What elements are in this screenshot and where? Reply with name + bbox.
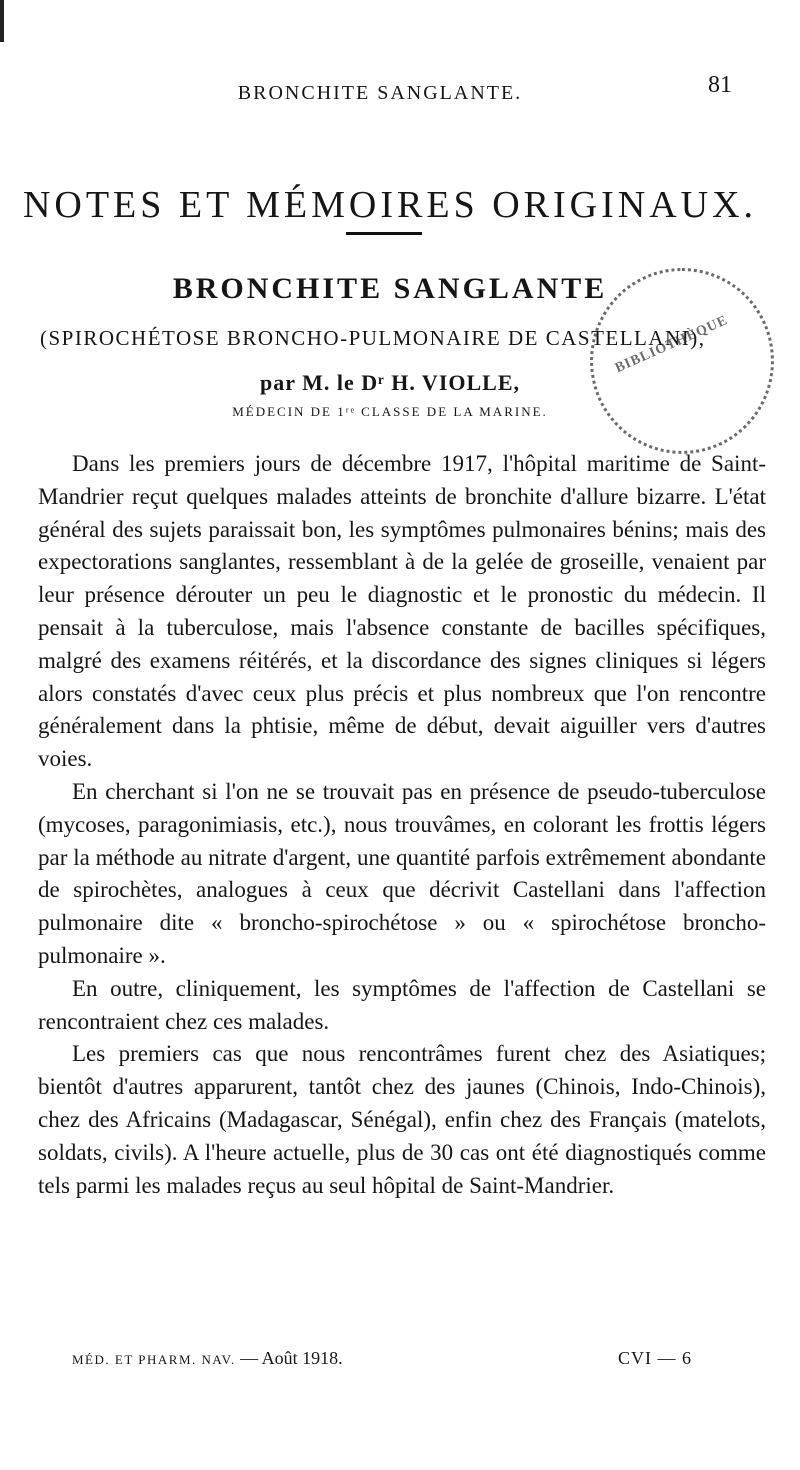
article-title: BRONCHITE SANGLANTE [172, 272, 608, 305]
author-role: MÉDECIN DE 1ʳᵉ CLASSE DE LA MARINE. [232, 404, 548, 419]
page-footer [72, 1348, 692, 1369]
section-title: NOTES ET MÉMOIRES ORIGINAUX. [22, 184, 758, 227]
paragraph-3: En outre, cliniquement, les symptômes de l'affection de Castellani se rencontraient chez ces malades. [38, 975, 766, 1034]
footer-dash: — [240, 1348, 259, 1368]
page-edge-mark [0, 0, 4, 42]
article-subtitle: (SPIROCHÉTOSE BRONCHO-PULMONAIRE DE CASTELLANI), [40, 326, 706, 350]
title-rule [346, 232, 422, 235]
article-body [38, 448, 766, 1202]
footer-date: Août 1918. [261, 1348, 343, 1368]
footer-journal: MÉD. ET PHARM. NAV. [72, 1352, 236, 1367]
paragraph-4: Les premiers cas que nous rencontrâmes furent chez des Asiatiques; bientôt d'autres apparurent, tantôt chez des jaunes (Chinois, Indo-Chinois), chez des Africains (Madagascar, Sénégal), enfin chez des Français (matelots, soldats, civils). A l'heure actuelle, plus de 30 cas ont été diagnostiqués comme tels parmi les malades reçus au seul hôpital de Saint-Mandrier. [38, 1041, 766, 1198]
paragraph-1: Dans les premiers jours de décembre 1917, l'hôpital maritime de Saint-Mandrier reçut quelques malades atteints de bronchite d'allure bizarre. L'état général des sujets paraissait bon, les symptômes pulmonaires bénins; mais des expectorations sanglantes, ressemblant à de la gelée de groseille, venaient par leur présence dérouter un peu le diagnostic et le pronostic du médecin. Il pensait à la tuberculose, mais l'absence constante de bacilles spécifiques, malgré des examens réitérés, et la discordance des signes cliniques si légers alors constatés d'avec ceux plus précis et plus nombreux que l'on rencontre généralement dans la phtisie, même de début, devait aiguiller vers d'autres voies. [38, 451, 766, 772]
author-line: par M. le Dʳ H. VIOLLE, [259, 370, 521, 395]
library-stamp [590, 268, 774, 454]
footer-signature: CVI — 6 [618, 1348, 692, 1368]
footer-left [72, 1348, 343, 1369]
running-head: BRONCHITE SANGLANTE. [237, 82, 523, 104]
paragraph-2: En cherchant si l'on ne se trouvait pas en présence de pseudo-tuberculose (mycoses, paragonimiasis, etc.), nous trouvâmes, en colorant les frottis légers par la méthode au nitrate d'argent, une quantité parfois extrêmement abondante de spirochètes, analogues à ceux que décrivit Castellani dans l'affection pulmonaire dite « broncho-spirochétose » ou « spirochétose broncho-pulmonaire ». [38, 778, 766, 968]
page-number: 81 [708, 72, 732, 98]
stamp-text: BIBLIOTHÈQUE [613, 312, 731, 377]
